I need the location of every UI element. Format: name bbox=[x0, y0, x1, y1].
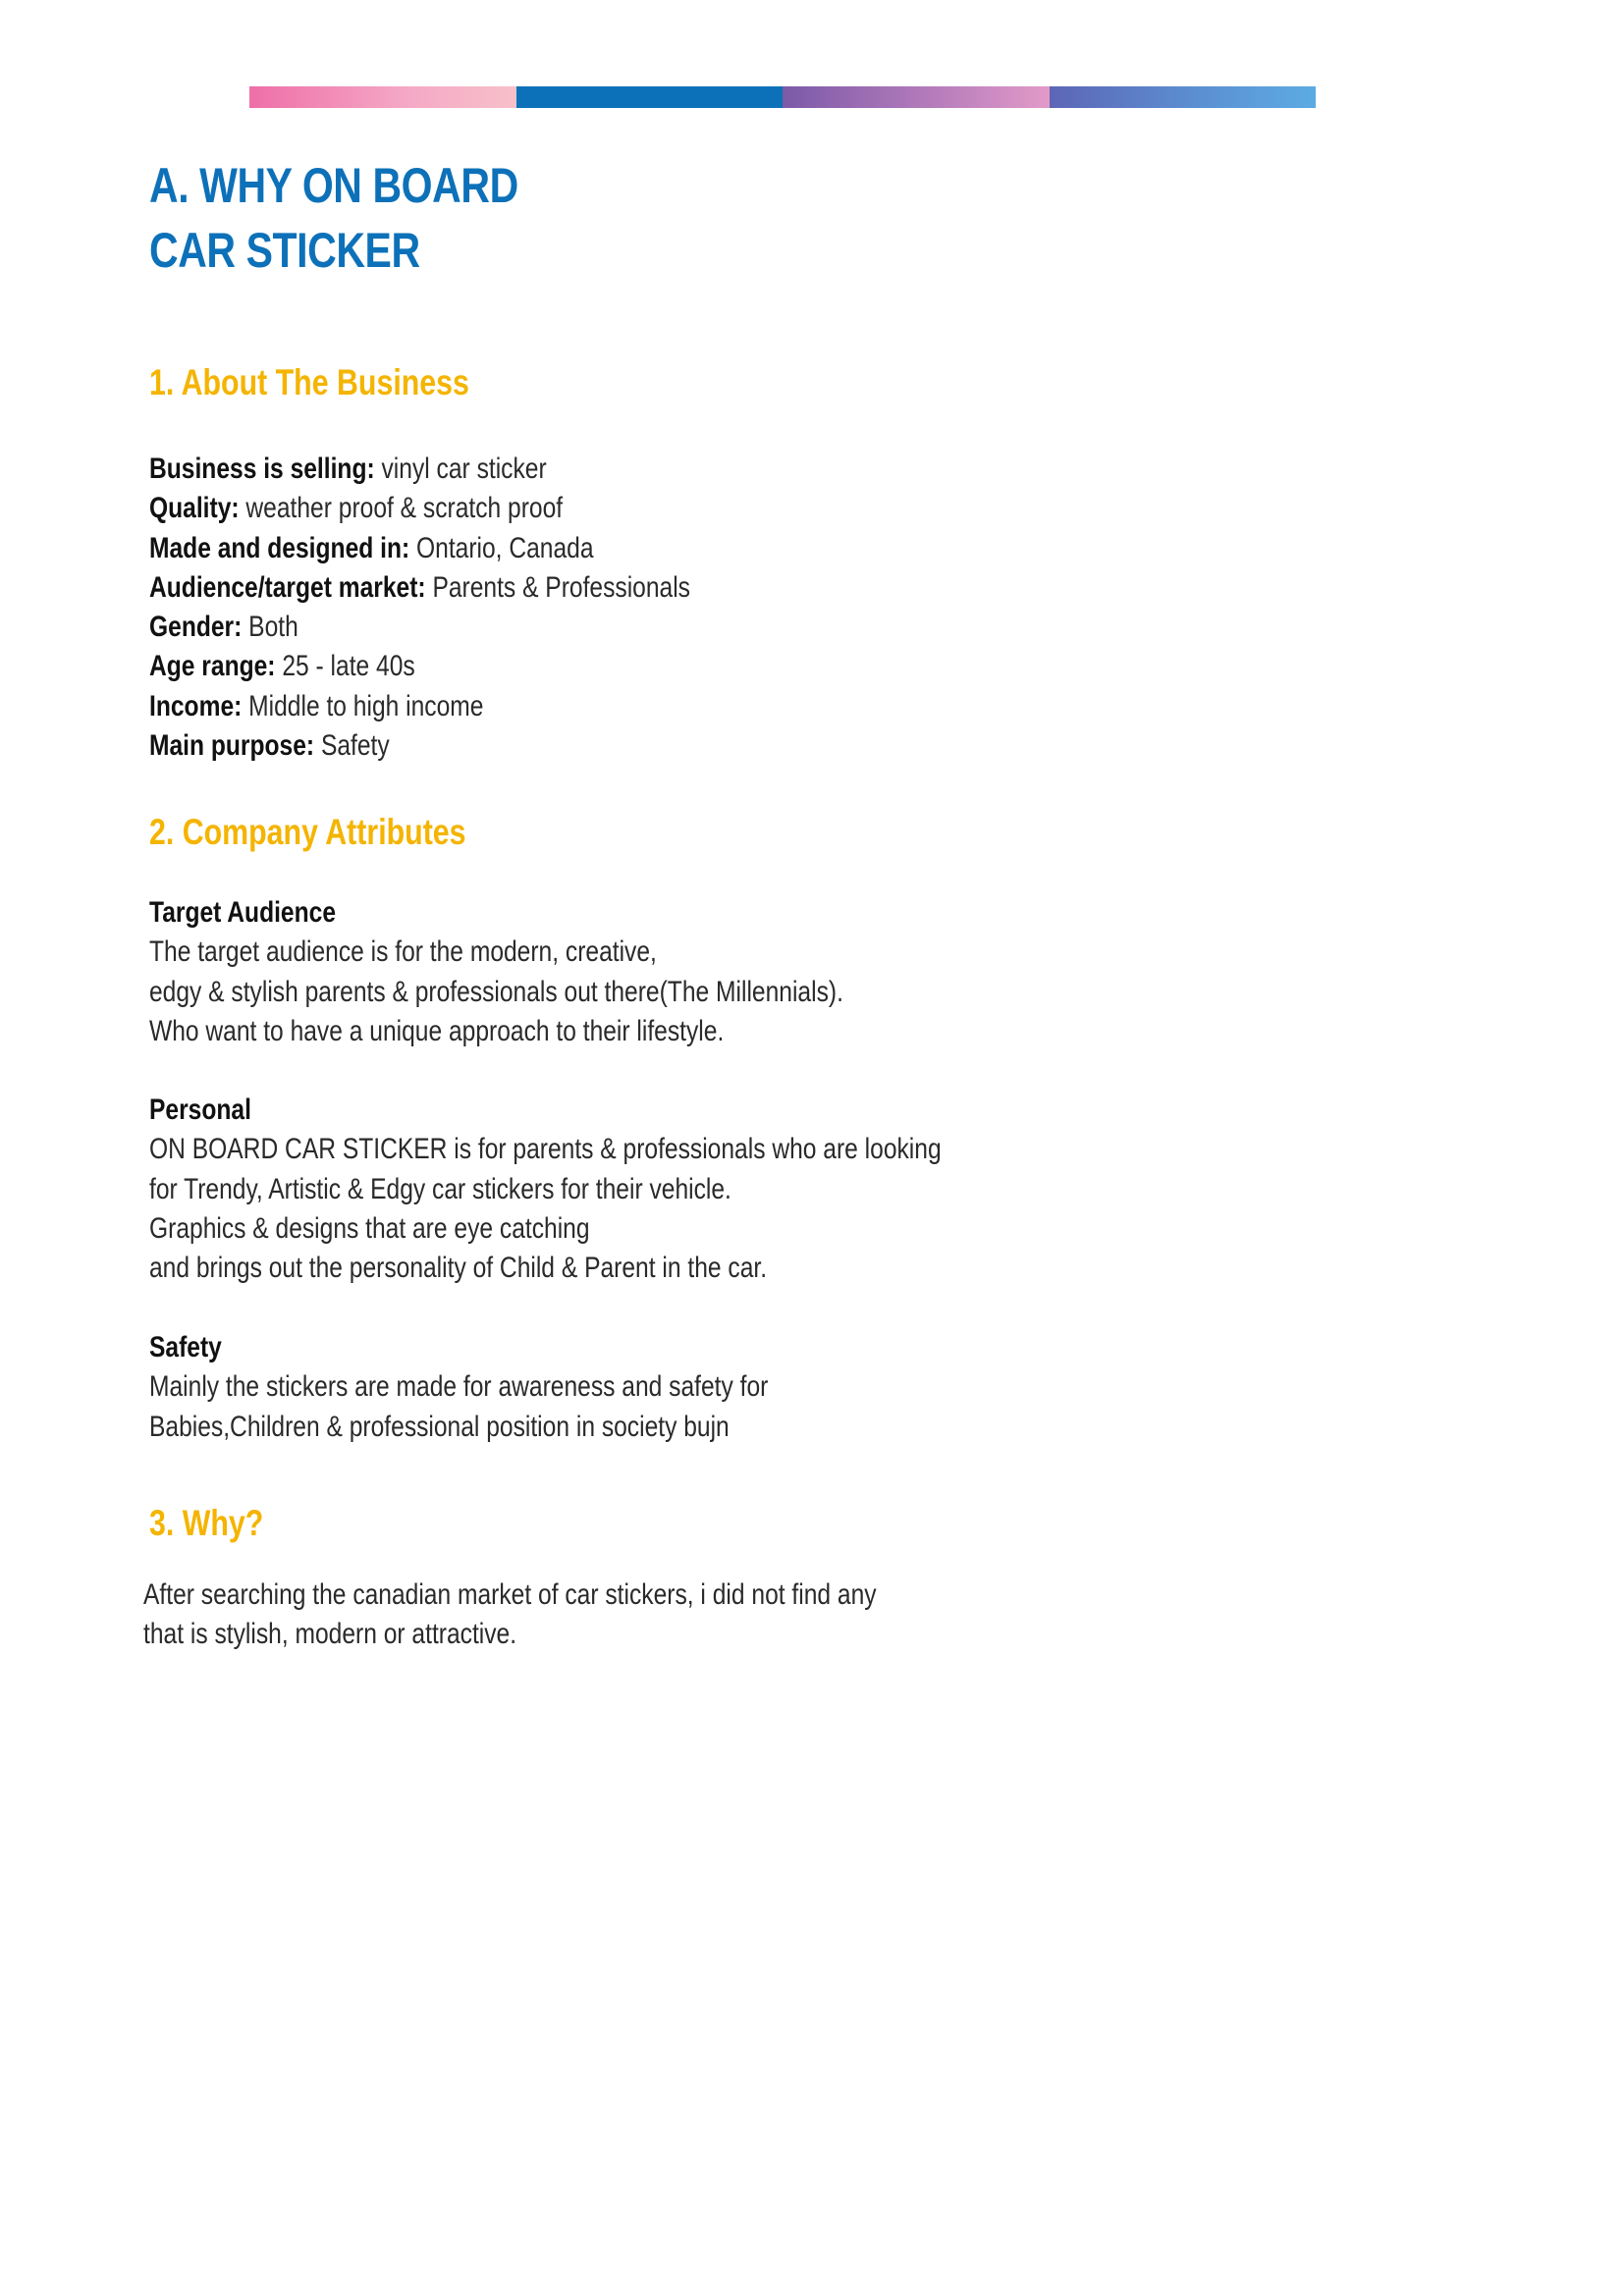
fact-row bbox=[149, 647, 690, 686]
fact-label: Age range: bbox=[149, 650, 276, 683]
paragraph-line: for Trendy, Artistic & Edgy car stickers for their vehicle. bbox=[149, 1172, 731, 1205]
fact-label: Gender: bbox=[149, 611, 243, 644]
paragraph-line: The target audience is for the modern, creative, bbox=[149, 935, 657, 969]
page-title-line-1: A. WHY ON BOARD bbox=[149, 158, 518, 213]
fact-label: Quality: bbox=[149, 492, 240, 525]
fact-value: vinyl car sticker bbox=[374, 453, 547, 485]
why-block bbox=[143, 1575, 877, 1655]
header-bar-segment-purple bbox=[783, 86, 1050, 108]
paragraph-line: Babies,Children & professional position in society bujn bbox=[149, 1410, 730, 1443]
page-title bbox=[149, 153, 518, 283]
fact-value: Parents & Professionals bbox=[425, 570, 690, 604]
fact-label: Main purpose: bbox=[149, 729, 315, 763]
fact-row bbox=[149, 529, 690, 568]
fact-label: Audience/target market: bbox=[149, 570, 426, 604]
header-bar-segment-pink bbox=[249, 86, 516, 108]
section-heading-about-business: 1. About The Business bbox=[149, 362, 469, 402]
fact-value: Both bbox=[242, 611, 298, 644]
personal-block bbox=[149, 1091, 942, 1288]
paragraph-line: After searching the canadian market of car stickers, i did not find any bbox=[143, 1578, 877, 1611]
target-audience-heading: Target Audience bbox=[149, 896, 337, 929]
paragraph-line: that is stylish, modern or attractive. bbox=[143, 1618, 517, 1651]
paragraph-line: and brings out the personality of Child & Parent in the car. bbox=[149, 1252, 768, 1285]
paragraph-line: Graphics & designs that are eye catching bbox=[149, 1211, 590, 1245]
fact-value: weather proof & scratch proof bbox=[239, 492, 564, 525]
personal-heading: Personal bbox=[149, 1094, 251, 1126]
business-facts-list bbox=[149, 450, 690, 766]
paragraph-line: ON BOARD CAR STICKER is for parents & professionals who are looking bbox=[149, 1133, 942, 1166]
fact-label: Business is selling: bbox=[149, 453, 375, 485]
fact-value: Middle to high income bbox=[242, 689, 484, 722]
paragraph-line: Mainly the stickers are made for awareness and safety for bbox=[149, 1370, 769, 1404]
paragraph-line: Who want to have a unique approach to their lifestyle. bbox=[149, 1014, 725, 1047]
fact-row bbox=[149, 726, 690, 766]
fact-label: Income: bbox=[149, 689, 243, 722]
fact-value: Safety bbox=[314, 729, 390, 763]
fact-value: 25 - late 40s bbox=[275, 650, 415, 683]
paragraph-line: edgy & stylish parents & professionals out there(The Millennials). bbox=[149, 975, 843, 1008]
target-audience-block bbox=[149, 893, 843, 1051]
fact-label: Made and designed in: bbox=[149, 531, 410, 564]
header-bar-segment-light-blue bbox=[1050, 86, 1317, 108]
section-heading-why: 3. Why? bbox=[149, 1503, 264, 1543]
page-title-line-2: CAR STICKER bbox=[149, 223, 420, 278]
header-color-bar bbox=[249, 86, 1316, 108]
safety-heading: Safety bbox=[149, 1331, 222, 1363]
header-bar-segment-blue bbox=[516, 86, 784, 108]
safety-block bbox=[149, 1328, 768, 1447]
fact-row bbox=[149, 489, 690, 528]
fact-row bbox=[149, 687, 690, 726]
fact-row bbox=[149, 450, 690, 489]
fact-row bbox=[149, 608, 690, 647]
fact-row bbox=[149, 568, 690, 608]
section-heading-company-attributes: 2. Company Attributes bbox=[149, 812, 466, 852]
fact-value: Ontario, Canada bbox=[409, 531, 594, 564]
